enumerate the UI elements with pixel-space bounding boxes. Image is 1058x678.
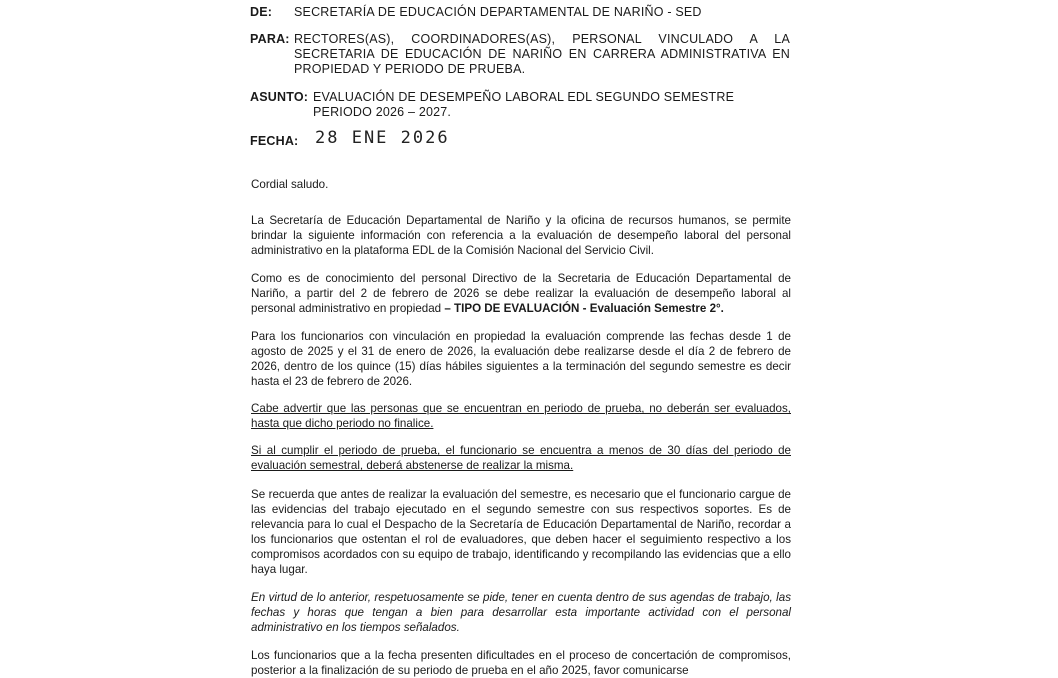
asunto-label: ASUNTO: [250,90,309,104]
greeting: Cordial saludo. [251,178,329,191]
para-value: RECTORES(AS), COORDINADORES(AS), PERSONAL VINCULADO A LA SECRETARIA DE EDUCACIÓN DE NARIÑO EN CARRERA ADMINISTRATIVA EN PROPIEDAD Y PERIODO DE PRUEBA. [294,32,790,76]
de-value: SECRETARÍA DE EDUCACIÓN DEPARTAMENTAL DE NARIÑO - SED [294,5,702,19]
paragraph-schedule-text: Como es de conocimiento del personal Directivo de la Secretaria de Educación Departamental de Nariño, a partir del 2 de febrero de 2026 se debe realizar la evaluación de desempeño laboral al personal administrativo en propiedad [251,272,791,315]
de-label: DE: [250,5,273,19]
paragraph-exception: Si al cumplir el periodo de prueba, el funcionario se encuentra a menos de 30 días del periodo de evaluación semestral, deberá abstenerse de realizar la misma. [251,444,791,472]
paragraph-request: En virtud de lo anterior, respetuosamente se pide, tener en cuenta dentro de sus agendas de trabajo, las fechas y horas que tengan a bien para desarrollar esta importante actividad con el personal administrativo en los tiempos señalados. [251,591,791,634]
paragraph-difficulties: Los funcionarios que a la fecha presenten dificultades en el proceso de concertación de compromisos, posterior a la finalización de su periodo de prueba en el año 2025, favor comunicarse [251,649,791,677]
para-label: PARA: [250,32,290,46]
paragraph-schedule-bold: – TIPO DE EVALUACIÓN - Evaluación Semestre 2°. [441,302,724,315]
paragraph-evidence: Se recuerda que antes de realizar la evaluación del semestre, es necesario que el funcionario cargue de las evidencias del trabajo ejecutado en el segundo semestre con sus respectivos soportes. Es de relevancia para lo cual el Despacho de la Secretaría de Educación Departamental de Nariño, recordar a los funcionarios que ostentan el rol de evaluadores, que deben hacer el seguimiento respectivo a los compromisos acordados con su equipo de trabajo, identificando y recompilando las evidencias que a ello haya lugar. [251,488,791,576]
asunto-value: EVALUACIÓN DE DESEMPEÑO LABORAL EDL SEGUNDO SEMESTRE PERIODO 2026 – 2027. [313,90,735,119]
fecha-value: 28 ENE 2026 [315,128,450,148]
paragraph-dates: Para los funcionarios con vinculación en propiedad la evaluación comprende las fechas desde 1 de agosto de 2025 y el 31 de enero de 2026, la evaluación debe realizarse desde el día 2 de febrero de 2026, dentro de los quince (15) días hábiles siguientes a la terminación del segundo semestre es decir hasta el 23 de febrero de 2026. [251,330,791,388]
paragraph-intro: La Secretaría de Educación Departamental de Nariño y la oficina de recursos humanos, se permite brindar la siguiente información con referencia a la evaluación de desempeño laboral del personal administrativo en la plataforma EDL de la Comisión Nacional del Servicio Civil. [251,214,791,257]
fecha-label: FECHA: [250,134,299,148]
paragraph-schedule [251,271,791,316]
paragraph-warning: Cabe advertir que las personas que se encuentran en periodo de prueba, no deberán ser evaluados, hasta que dicho periodo no finalice. [251,402,791,430]
